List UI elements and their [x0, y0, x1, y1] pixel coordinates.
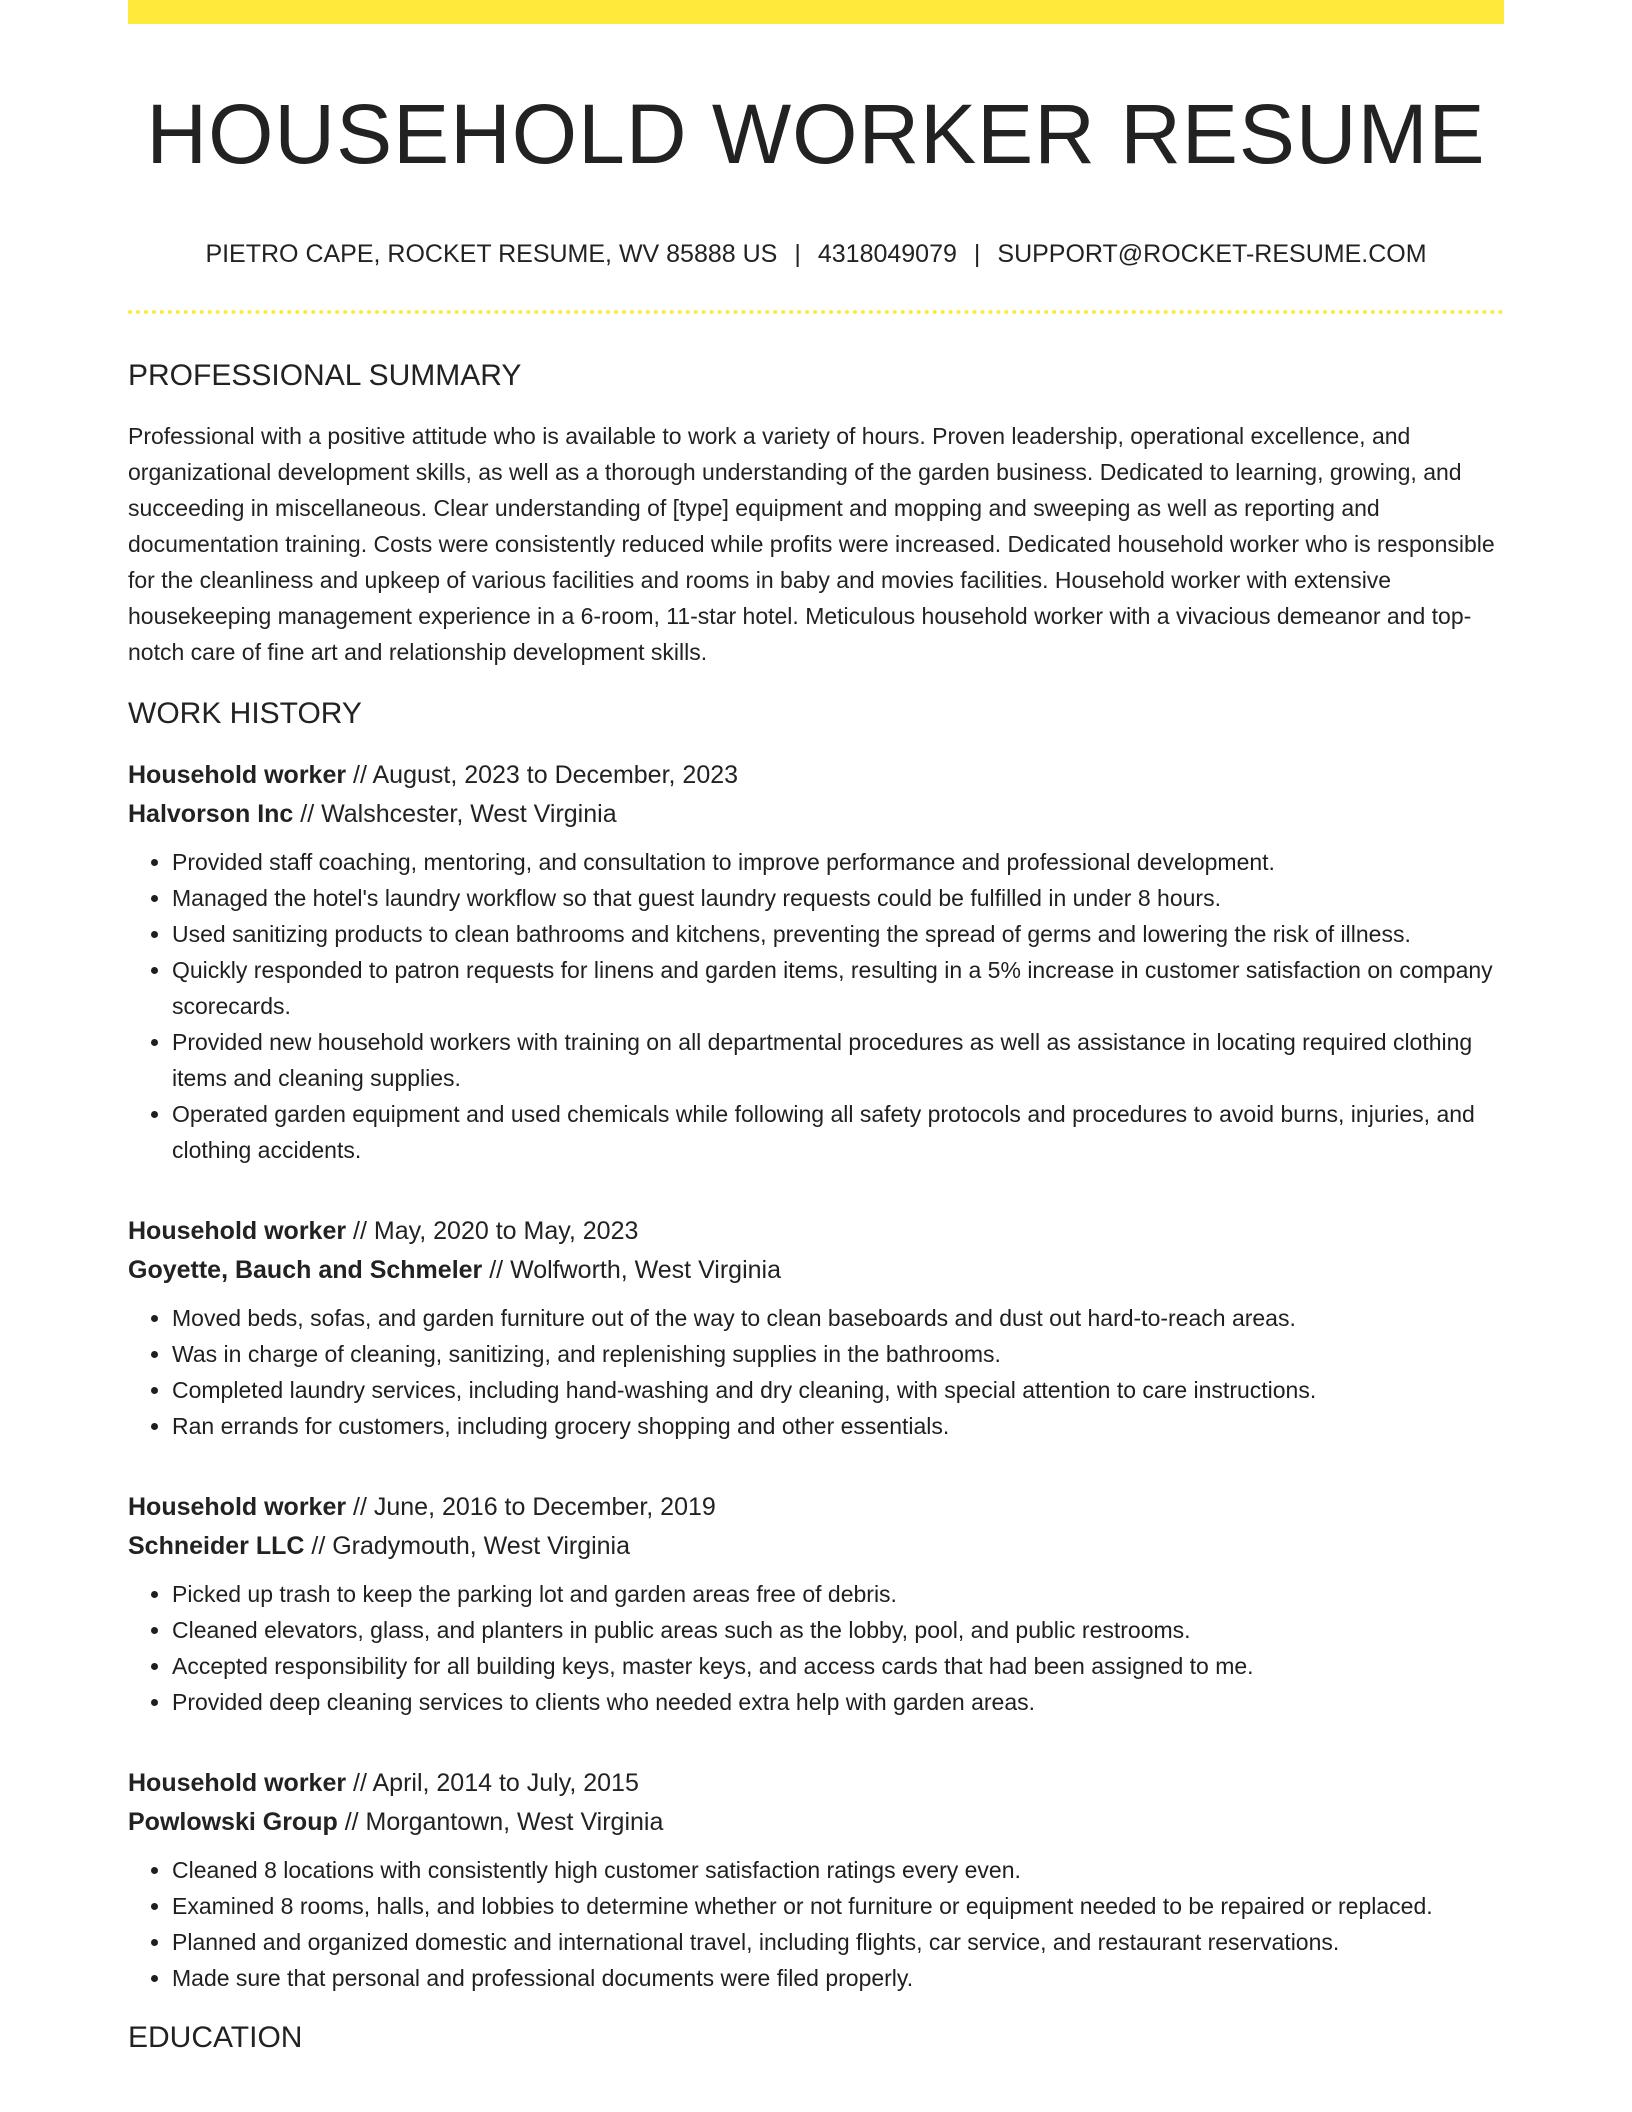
job-bullet: • Managed the hotel's laundry workflow so that guest laundry requests could be fulfilled in under 8 hours.: [172, 880, 1504, 916]
contact-email: SUPPORT@ROCKET-RESUME.COM: [997, 240, 1427, 268]
job-title: Household worker: [128, 1217, 347, 1245]
job-entry: [128, 1764, 1504, 1996]
job-dates: // June, 2016 to December, 2019: [346, 1493, 716, 1521]
work-history-list: [128, 756, 1504, 1996]
contact-line: [128, 238, 1504, 270]
job-entry: [128, 756, 1504, 1168]
job-dates: // May, 2020 to May, 2023: [346, 1217, 639, 1245]
job-company: Goyette, Bauch and Schmeler: [128, 1256, 483, 1284]
job-bullet: • Provided deep cleaning services to clients who needed extra help with garden areas.: [172, 1684, 1504, 1720]
job-title-line: [128, 1488, 1504, 1527]
job-title: Household worker: [128, 1493, 347, 1521]
job-dates: // April, 2014 to July, 2015: [346, 1769, 639, 1797]
job-bullet: • Made sure that personal and professional documents were filed properly.: [172, 1960, 1504, 1996]
summary-text: Professional with a positive attitude who is available to work a variety of hours. Proven leadership, operational excellence, and organizational development skills, as well as a thorough understanding of the garden business. Dedicated to learning, growing, and succeeding in miscellaneous. Clear understanding of [type] equipment and mopping and sweeping as well as reporting and documentation training. Costs were consistently reduced while profits were increased. Dedicated household worker who is responsible for the cleanliness and upkeep of various facilities and rooms in baby and movies facilities. Household worker with extensive housekeeping management experience in a 6-room, 11-star hotel. Meticulous household worker with a vivacious demeanor and top-notch care of fine art and relationship development skills.: [128, 423, 1495, 665]
job-bullets: [128, 1576, 1504, 1720]
job-bullet: • Moved beds, sofas, and garden furniture out of the way to clean baseboards and dust out hard-to-reach areas.: [172, 1300, 1504, 1336]
resume-page: [128, 0, 1504, 2058]
job-location: // Walshcester, West Virginia: [293, 800, 617, 828]
job-bullets: [128, 1300, 1504, 1444]
job-bullet: • Cleaned elevators, glass, and planters in public areas such as the lobby, pool, and public restrooms.: [172, 1612, 1504, 1648]
education-heading: EDUCATION: [128, 2021, 303, 2054]
job-company: Halvorson Inc: [128, 800, 294, 828]
job-bullet: • Picked up trash to keep the parking lot and garden areas free of debris.: [172, 1576, 1504, 1612]
contact-separator: |: [794, 240, 801, 268]
job-bullet: • Examined 8 rooms, halls, and lobbies to determine whether or not furniture or equipment needed to be repaired or replaced.: [172, 1888, 1504, 1924]
job-company-line: [128, 795, 1504, 834]
contact-separator: |: [973, 240, 981, 268]
job-bullets: [128, 1852, 1504, 1996]
job-dates: // August, 2023 to December, 2023: [346, 761, 739, 789]
job-bullet: • Provided staff coaching, mentoring, and consultation to improve performance and professional development.: [172, 844, 1504, 880]
job-company-line: [128, 1803, 1504, 1842]
job-bullet: • Accepted responsibility for all building keys, master keys, and access cards that had been assigned to me.: [172, 1648, 1504, 1684]
job-bullet: • Operated garden equipment and used chemicals while following all safety protocols and procedures to avoid burns, injuries, and clothing accidents.: [172, 1096, 1504, 1168]
job-title-line: [128, 756, 1504, 795]
job-location: // Gradymouth, West Virginia: [304, 1532, 631, 1560]
dotted-divider: [128, 310, 1504, 314]
job-title: Household worker: [128, 761, 347, 789]
summary-heading: PROFESSIONAL SUMMARY: [128, 359, 522, 392]
job-bullet: • Was in charge of cleaning, sanitizing, and replenishing supplies in the bathrooms.: [172, 1336, 1504, 1372]
job-bullet: • Used sanitizing products to clean bathrooms and kitchens, preventing the spread of germs and lowering the risk of illness.: [172, 916, 1504, 952]
job-entry: [128, 1488, 1504, 1720]
job-title-line: [128, 1764, 1504, 1803]
accent-top-bar: [128, 0, 1504, 24]
job-location: // Morgantown, West Virginia: [337, 1808, 664, 1836]
job-title: Household worker: [128, 1769, 347, 1797]
job-company-line: [128, 1251, 1504, 1290]
resume-title: HOUSEHOLD WORKER RESUME: [146, 87, 1486, 181]
job-bullets: [128, 844, 1504, 1168]
job-company-line: [128, 1527, 1504, 1566]
job-bullet: • Quickly responded to patron requests for linens and garden items, resulting in a 5% increase in customer satisfaction on company scorecards.: [172, 952, 1504, 1024]
job-bullet: • Provided new household workers with training on all departmental procedures as well as assistance in locating required clothing items and cleaning supplies.: [172, 1024, 1504, 1096]
job-company: Powlowski Group: [128, 1808, 338, 1836]
job-location: // Wolfworth, West Virginia: [482, 1256, 781, 1284]
job-bullet: • Cleaned 8 locations with consistently high customer satisfaction ratings every even.: [172, 1852, 1504, 1888]
job-entry: [128, 1212, 1504, 1444]
job-bullet: • Ran errands for customers, including grocery shopping and other essentials.: [172, 1408, 1504, 1444]
contact-address: PIETRO CAPE, ROCKET RESUME, WV 85888 US: [205, 240, 778, 268]
job-bullet: • Planned and organized domestic and international travel, including flights, car service, and restaurant reservations.: [172, 1924, 1504, 1960]
job-bullet: • Completed laundry services, including hand-washing and dry cleaning, with special attention to care instructions.: [172, 1372, 1504, 1408]
job-title-line: [128, 1212, 1504, 1251]
job-company: Schneider LLC: [128, 1532, 305, 1560]
work-history-heading: WORK HISTORY: [128, 697, 362, 730]
contact-phone: 4318049079: [817, 240, 957, 268]
